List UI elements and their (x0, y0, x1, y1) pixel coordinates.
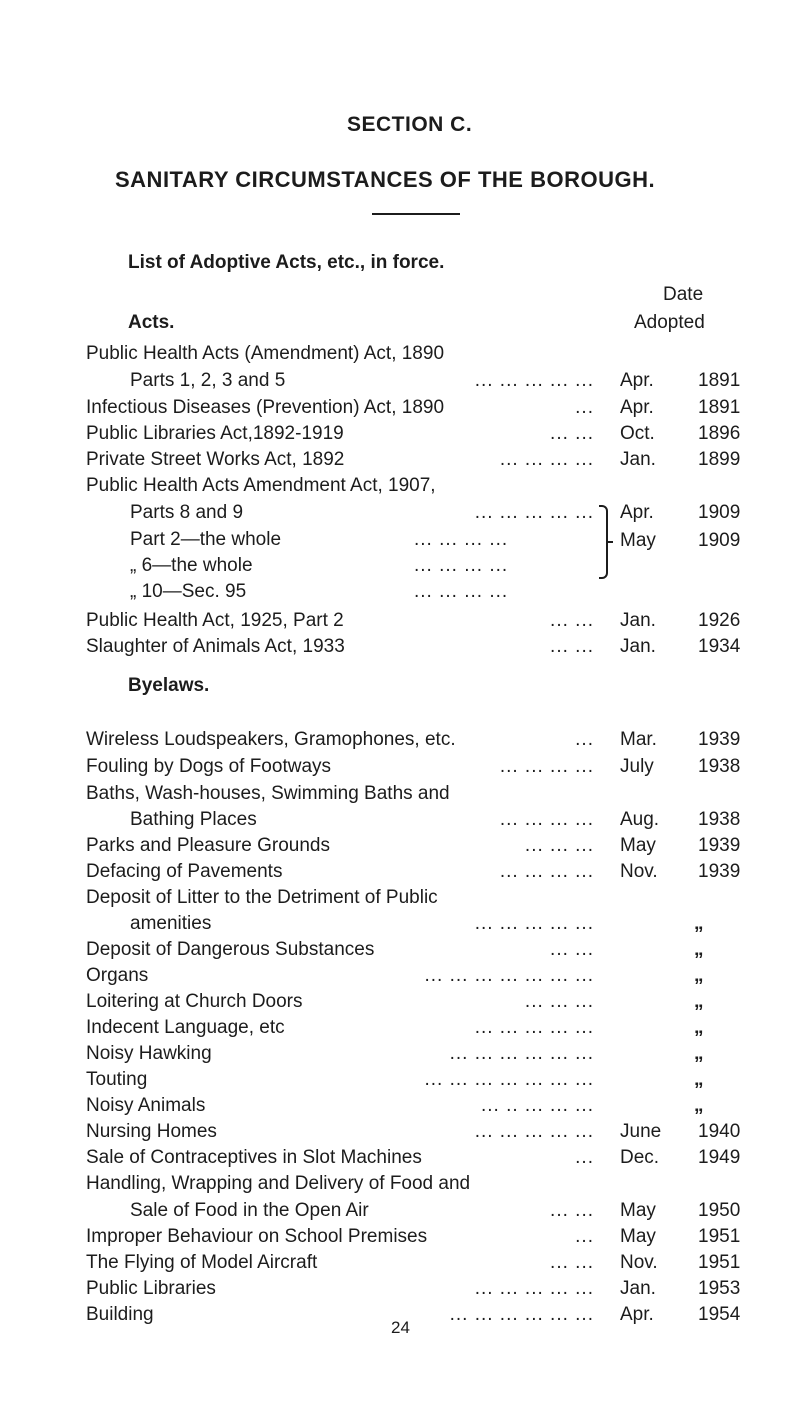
byelaw-label: Organs (86, 965, 149, 986)
act-label: Public Health Acts Amendment Act, 1907, (86, 475, 436, 496)
byelaw-row (0, 887, 800, 913)
act-label: Public Libraries Act,1892-1919 (86, 423, 344, 444)
act-label: „ 10—Sec. 95 (130, 581, 247, 602)
byelaw-row (0, 1043, 800, 1069)
ditto-mark: „ (694, 1069, 704, 1090)
adopted-month: May (620, 530, 656, 551)
adopted-year: 1926 (698, 610, 741, 631)
adopted-month: Jan. (620, 610, 656, 631)
byelaw-row (0, 913, 800, 939)
adopted-month: July (620, 756, 654, 777)
leader-dots: ... ... ... ... (414, 529, 509, 550)
title-rule (372, 213, 460, 215)
ditto-mark: „ (694, 965, 704, 986)
byelaw-row (0, 729, 800, 755)
byelaw-label: Nursing Homes (86, 1121, 217, 1142)
byelaw-label: Sale of Contraceptives in Slot Machines (86, 1147, 422, 1168)
byelaw-label: Touting (86, 1069, 148, 1090)
leader-dots: ... ... ... ... ... (474, 1278, 594, 1299)
leader-dots: ... ... ... ... ... ... ... (424, 965, 594, 986)
grouping-brace-tip (607, 541, 613, 543)
adopted-month: Apr. (620, 397, 654, 418)
byelaw-row (0, 1095, 800, 1121)
byelaw-label: Noisy Animals (86, 1095, 206, 1116)
byelaw-label: Sale of Food in the Open Air (130, 1200, 369, 1221)
byelaw-label: Fouling by Dogs of Footways (86, 756, 332, 777)
leader-dots: ... ... (550, 1200, 594, 1221)
byelaw-label: Defacing of Pavements (86, 861, 283, 882)
ditto-mark: „ (694, 1043, 704, 1064)
act-row (0, 370, 800, 396)
byelaw-label: Indecent Language, etc (86, 1017, 285, 1038)
adopted-year: 1934 (698, 636, 741, 657)
leader-dots: ... ... ... ... (499, 861, 594, 882)
byelaw-label: Noisy Hawking (86, 1043, 212, 1064)
ditto-mark: „ (694, 1095, 704, 1116)
leader-dots: ... ... ... ... ... ... (449, 1043, 594, 1064)
adopted-month: Oct. (620, 423, 655, 444)
adopted-year: 1909 (698, 530, 741, 551)
ditto-mark: „ (694, 939, 704, 960)
adopted-year: 1938 (698, 756, 741, 777)
leader-dots: ... ... ... (524, 991, 594, 1012)
adopted-year: 1951 (698, 1226, 741, 1247)
byelaw-label: Improper Behaviour on School Premises (86, 1226, 428, 1247)
adopted-month: Apr. (620, 370, 654, 391)
act-label: Parts 8 and 9 (130, 502, 244, 523)
leader-dots: ... ... ... ... ... ... ... (424, 1069, 594, 1090)
act-row (0, 610, 800, 636)
byelaw-label: Wireless Loudspeakers, Gramophones, etc. (86, 729, 456, 750)
ditto-mark: „ (694, 1017, 704, 1038)
adopted-month: Apr. (620, 502, 654, 523)
leader-dots: ... ... (550, 1252, 594, 1273)
act-label: „ 6—the whole (130, 555, 253, 576)
act-row (0, 449, 800, 475)
adopted-month: Aug. (620, 809, 660, 830)
adopted-year: 1938 (698, 809, 741, 830)
byelaw-row (0, 756, 800, 782)
adopted-month: Nov. (620, 861, 658, 882)
adopted-year: 1951 (698, 1252, 741, 1273)
adopted-year: 1939 (698, 861, 741, 882)
adopted-year: 1909 (698, 502, 741, 523)
adopted-year: 1940 (698, 1121, 741, 1142)
leader-dots: ... ... (550, 939, 594, 960)
ditto-mark: „ (694, 913, 704, 934)
section-heading: SECTION C. (347, 113, 473, 136)
act-row (0, 502, 800, 528)
act-label: Parts 1, 2, 3 and 5 (130, 370, 286, 391)
leader-dots: ... ... ... ... (499, 809, 594, 830)
act-label: Private Street Works Act, 1892 (86, 449, 345, 470)
adopted-month: June (620, 1121, 662, 1142)
act-row (0, 475, 800, 501)
leader-dots: ... ... ... ... (414, 555, 509, 576)
adopted-month: Jan. (620, 1278, 656, 1299)
byelaw-row (0, 783, 800, 809)
act-label: Public Health Acts (Amendment) Act, 1890 (86, 343, 445, 364)
page-title: SANITARY CIRCUMSTANCES OF THE BOROUGH. (115, 167, 656, 192)
adopted-month: May (620, 1200, 656, 1221)
act-row (0, 343, 800, 369)
adopted-month: Dec. (620, 1147, 660, 1168)
act-label: Slaughter of Animals Act, 1933 (86, 636, 345, 657)
leader-dots: ... ... ... ... (414, 581, 509, 602)
byelaw-row (0, 1252, 800, 1278)
adopted-month: Jan. (620, 449, 656, 470)
byelaw-label: Loitering at Church Doors (86, 991, 303, 1012)
byelaw-label: Building (86, 1304, 154, 1325)
leader-dots: ... ... ... ... ... (474, 1017, 594, 1038)
date-header-line2: Adopted (634, 312, 705, 333)
byelaw-label: amenities (130, 913, 212, 934)
byelaw-label: The Flying of Model Aircraft (86, 1252, 318, 1273)
byelaw-label: Public Libraries (86, 1278, 216, 1299)
byelaw-row (0, 861, 800, 887)
adopted-year: 1899 (698, 449, 741, 470)
adopted-year: 1891 (698, 397, 741, 418)
adopted-year: 1939 (698, 835, 741, 856)
byelaw-row (0, 965, 800, 991)
leader-dots: ... (575, 1147, 594, 1168)
act-label: Public Health Act, 1925, Part 2 (86, 610, 344, 631)
act-row (0, 555, 800, 581)
byelaw-row (0, 939, 800, 965)
byelaw-row (0, 1121, 800, 1147)
byelaw-label: Bathing Places (130, 809, 257, 830)
leader-dots: ... (575, 729, 594, 750)
adopted-month: May (620, 835, 656, 856)
leader-dots: ... ... ... ... (499, 756, 594, 777)
adopted-year: 1949 (698, 1147, 741, 1168)
adopted-year: 1891 (698, 370, 741, 391)
byelaws-heading: Byelaws. (128, 675, 210, 696)
act-label: Part 2—the whole (130, 529, 282, 550)
byelaw-row (0, 1278, 800, 1304)
adopted-month: Jan. (620, 636, 656, 657)
byelaw-row (0, 1226, 800, 1252)
adopted-year: 1939 (698, 729, 741, 750)
byelaw-label: Deposit of Dangerous Substances (86, 939, 375, 960)
date-header-line1: Date (663, 284, 704, 305)
byelaw-row (0, 991, 800, 1017)
ditto-mark: „ (694, 991, 704, 1012)
byelaw-label: Handling, Wrapping and Delivery of Food and (86, 1173, 471, 1194)
leader-dots: ... ... ... ... ... ... (449, 1304, 594, 1325)
leader-dots: ... ... ... ... (499, 449, 594, 470)
byelaw-row (0, 809, 800, 835)
leader-dots: ... ... ... (524, 835, 594, 856)
act-row (0, 636, 800, 662)
adopted-month: May (620, 1226, 656, 1247)
leader-dots: ... ... ... ... ... (474, 502, 594, 523)
byelaw-row (0, 1200, 800, 1226)
act-row (0, 529, 800, 555)
page-number: 24 (391, 1318, 410, 1337)
adopted-year: 1953 (698, 1278, 741, 1299)
byelaw-row (0, 835, 800, 861)
byelaw-row (0, 1147, 800, 1173)
adopted-year: 1896 (698, 423, 741, 444)
adopted-month: Mar. (620, 729, 657, 750)
leader-dots: ... ... ... ... ... (474, 913, 594, 934)
list-title: List of Adoptive Acts, etc., in force. (128, 252, 445, 273)
byelaw-label: Baths, Wash-houses, Swimming Baths and (86, 783, 450, 804)
byelaw-row (0, 1017, 800, 1043)
leader-dots: ... .. ... ... ... (480, 1095, 594, 1116)
adopted-month: Apr. (620, 1304, 654, 1325)
byelaw-label: Parks and Pleasure Grounds (86, 835, 330, 856)
leader-dots: ... ... (550, 610, 594, 631)
adopted-year: 1954 (698, 1304, 741, 1325)
act-row (0, 423, 800, 449)
act-row (0, 581, 800, 607)
leader-dots: ... (575, 397, 594, 418)
byelaw-label: Deposit of Litter to the Detriment of Public (86, 887, 438, 908)
act-label: Infectious Diseases (Prevention) Act, 1890 (86, 397, 445, 418)
byelaw-row (0, 1173, 800, 1199)
leader-dots: ... ... (550, 636, 594, 657)
leader-dots: ... ... (550, 423, 594, 444)
act-row (0, 397, 800, 423)
leader-dots: ... ... ... ... ... (474, 370, 594, 391)
acts-header: Acts. (128, 312, 175, 333)
byelaw-row (0, 1069, 800, 1095)
adopted-month: Nov. (620, 1252, 658, 1273)
leader-dots: ... ... ... ... ... (474, 1121, 594, 1142)
leader-dots: ... (575, 1226, 594, 1247)
adopted-year: 1950 (698, 1200, 741, 1221)
